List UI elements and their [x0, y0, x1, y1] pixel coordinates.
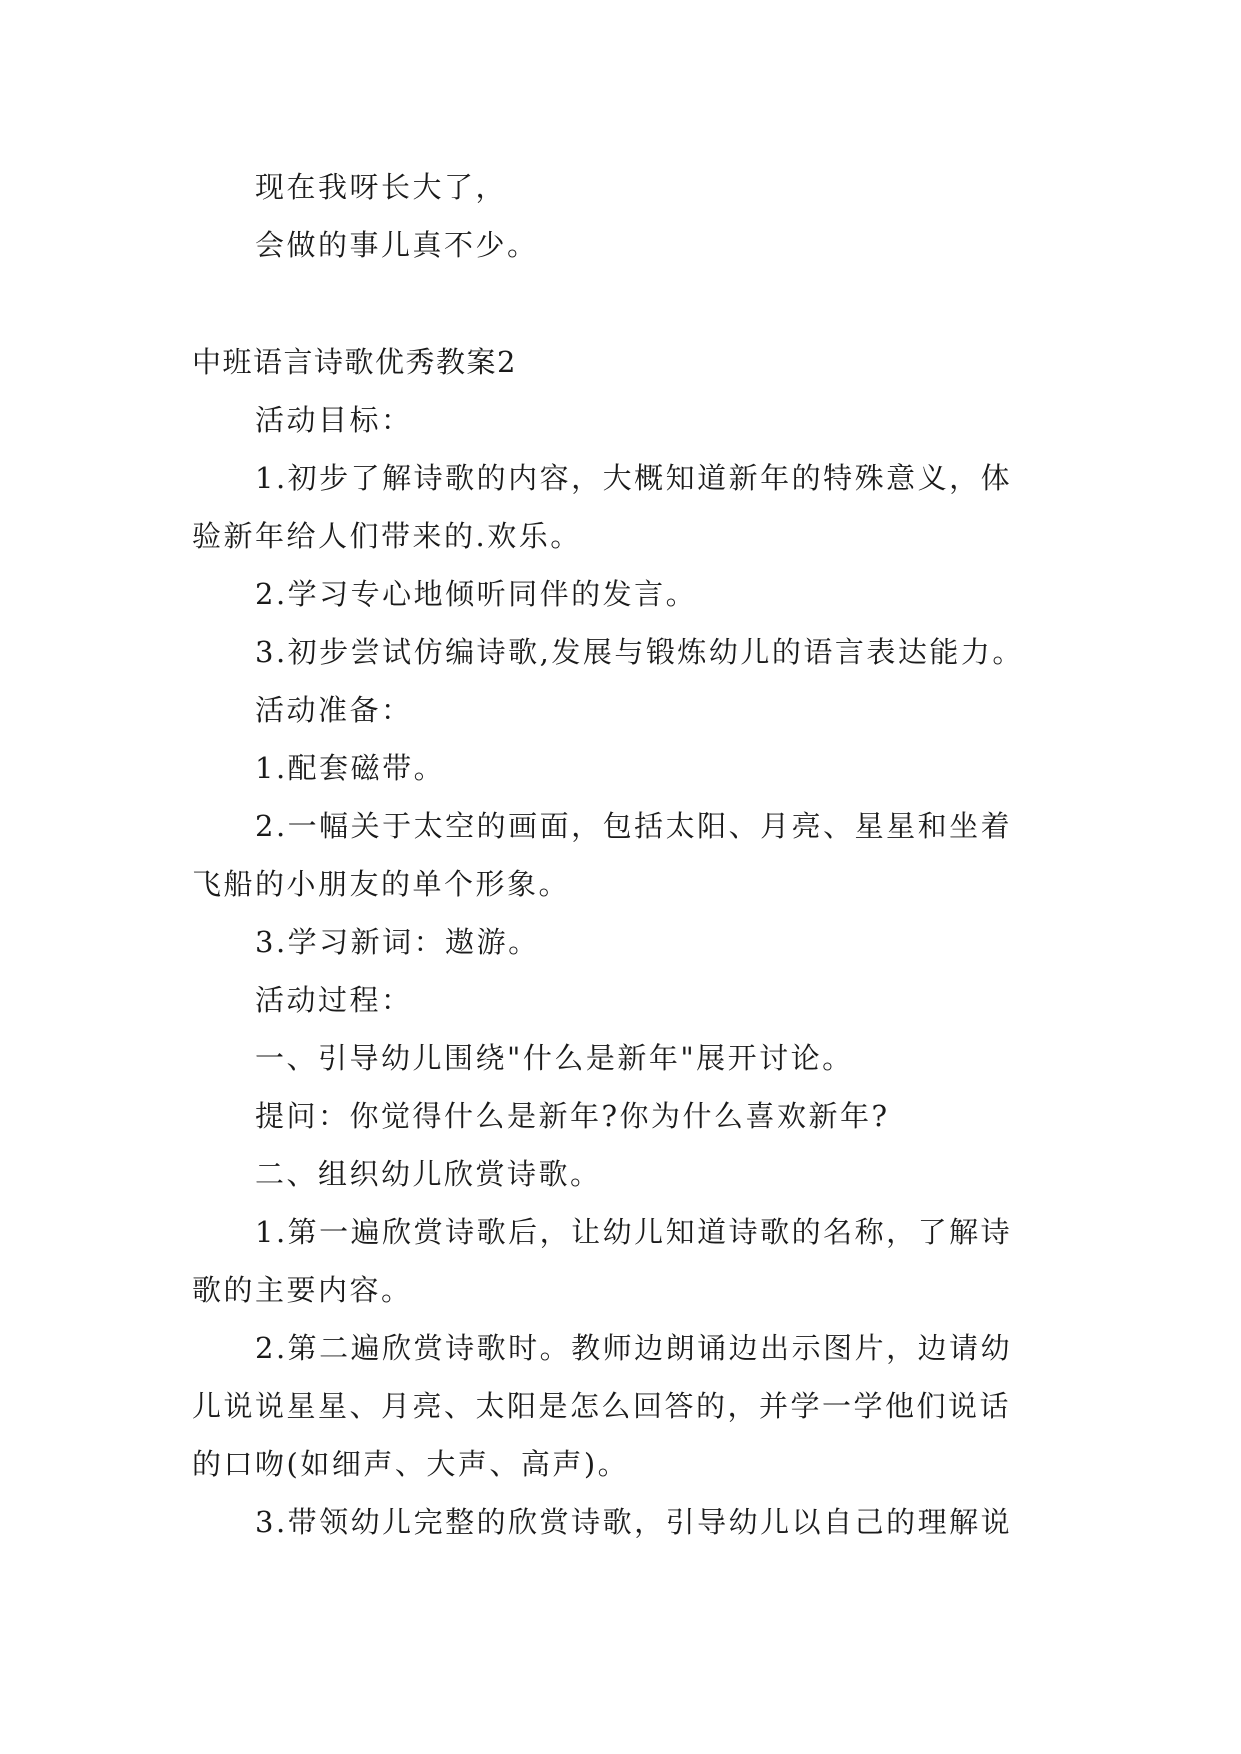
- paragraph-line: 歌的主要内容。: [192, 1273, 413, 1307]
- paragraph-line: 2.学习专心地倾听同伴的发言。: [255, 577, 698, 611]
- poem-line: 会做的事儿真不少。: [255, 228, 539, 262]
- paragraph-line: 二、组织幼儿欣赏诗歌。: [255, 1157, 602, 1191]
- section-title: 中班语言诗歌优秀教案2: [192, 345, 517, 379]
- poem-line: 现在我呀长大了，: [255, 170, 508, 204]
- paragraph-line: 3.带领幼儿完整的欣赏诗歌，引导幼儿以自己的理解说: [255, 1505, 1013, 1539]
- paragraph-line: 一、引导幼儿围绕"什么是新年"展开讨论。: [255, 1041, 854, 1075]
- paragraph-line: 2.第二遍欣赏诗歌时。教师边朗诵边出示图片，边请幼: [255, 1331, 1013, 1365]
- paragraph-line: 1.配套磁带。: [255, 751, 446, 785]
- paragraph-line: 提问：你觉得什么是新年?你为什么喜欢新年?: [255, 1099, 890, 1133]
- paragraph-line: 2.一幅关于太空的画面，包括太阳、月亮、星星和坐着: [255, 809, 1013, 843]
- paragraph-line: 的口吻(如细声、大声、高声)。: [192, 1447, 630, 1481]
- paragraph-line: 3.学习新词：遨游。: [255, 925, 540, 959]
- heading-objectives: 活动目标：: [255, 403, 413, 437]
- paragraph-line: 验新年给人们带来的.欢乐。: [192, 519, 582, 553]
- heading-process: 活动过程：: [255, 983, 413, 1017]
- paragraph-line: 1.初步了解诗歌的内容，大概知道新年的特殊意义，体: [255, 461, 1013, 495]
- heading-preparation: 活动准备：: [255, 693, 413, 727]
- paragraph-line: 儿说说星星、月亮、太阳是怎么回答的，并学一学他们说话: [192, 1389, 1012, 1423]
- paragraph-line: 飞船的小朋友的单个形象。: [192, 867, 571, 901]
- paragraph-line: 3.初步尝试仿编诗歌,发展与锻炼幼儿的语言表达能力。: [255, 635, 1024, 669]
- paragraph-line: 1.第一遍欣赏诗歌后，让幼儿知道诗歌的名称，了解诗: [255, 1215, 1013, 1249]
